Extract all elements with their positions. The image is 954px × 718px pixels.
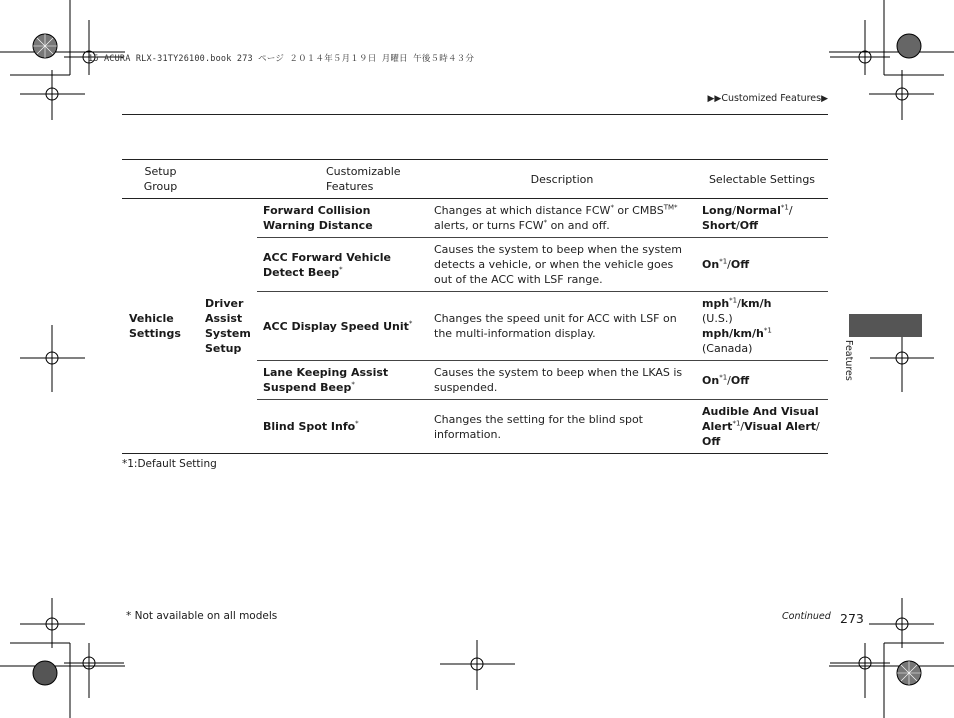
breadcrumb-label: Customized Features [721, 93, 822, 104]
breadcrumb[interactable] [707, 93, 828, 104]
feature-blind-spot: Blind Spot Info* [257, 400, 428, 454]
feature-acc-speed-unit: ACC Display Speed Unit* [257, 292, 428, 361]
desc-fcw-distance: Changes at which distance FCW* or $CMBS^{TM*}$ alerts, or turns FCW* on and off. [428, 199, 696, 238]
feature-acc-detect-beep: ACC Forward Vehicle Detect Beep* [257, 238, 428, 292]
group-driver-assist: Driver Assist System Setup [199, 199, 257, 454]
header-customizable-features: Customizable Features [199, 160, 428, 199]
print-header: 15 ACURA RLX-31TY26100.book 273 ページ ２０１４年５月１９日 月曜日 午後５時４３分 [88, 54, 475, 64]
feature-lkas-beep: Lane Keeping Assist Suspend Beep* [257, 361, 428, 400]
desc-acc-speed-unit: Changes the speed unit for ACC with LSF on the multi-information display. [428, 292, 696, 361]
feature-fcw-distance: Forward Collision Warning Distance [257, 199, 428, 238]
header-description: Description [428, 160, 696, 199]
page-number: 273 [840, 611, 864, 626]
setting-blind-spot: Audible And Visual Alert$^{*1}$/Visual Alert/ Off [696, 400, 828, 454]
double-arrow-icon: ▶▶ [707, 94, 722, 104]
default-setting-footnote: *1:Default Setting [122, 458, 217, 470]
header-setup-group: Setup Group [122, 160, 199, 199]
header-selectable-settings: Selectable Settings [696, 160, 828, 199]
continued-label: Continued [782, 611, 831, 622]
section-label: Features [843, 340, 854, 381]
header-rule [122, 114, 828, 115]
group-vehicle-settings: Vehicle Settings [122, 199, 199, 454]
arrow-right-icon: ▶ [821, 94, 828, 104]
setting-lkas-beep: On$^{*1}$/Off [696, 361, 828, 400]
not-available-note: * Not available on all models [126, 610, 278, 622]
features-table [122, 159, 828, 454]
setting-acc-speed-unit: mph$^{*1}$/km/h (U.S.) mph/$km/h^{*1}$ (Canada) [696, 292, 828, 361]
desc-lkas-beep: Causes the system to beep when the LKAS is suspended. [428, 361, 696, 400]
setting-acc-detect-beep: On$^{*1}$/Off [696, 238, 828, 292]
desc-blind-spot: Changes the setting for the blind spot information. [428, 400, 696, 454]
section-tab[interactable] [849, 314, 922, 337]
setting-fcw-distance: Long/Normal$^{*1}$/ Short/Off [696, 199, 828, 238]
desc-acc-detect-beep: Causes the system to beep when the system detects a vehicle, or when the vehicle goes out of the ACC with LSF range. [428, 238, 696, 292]
